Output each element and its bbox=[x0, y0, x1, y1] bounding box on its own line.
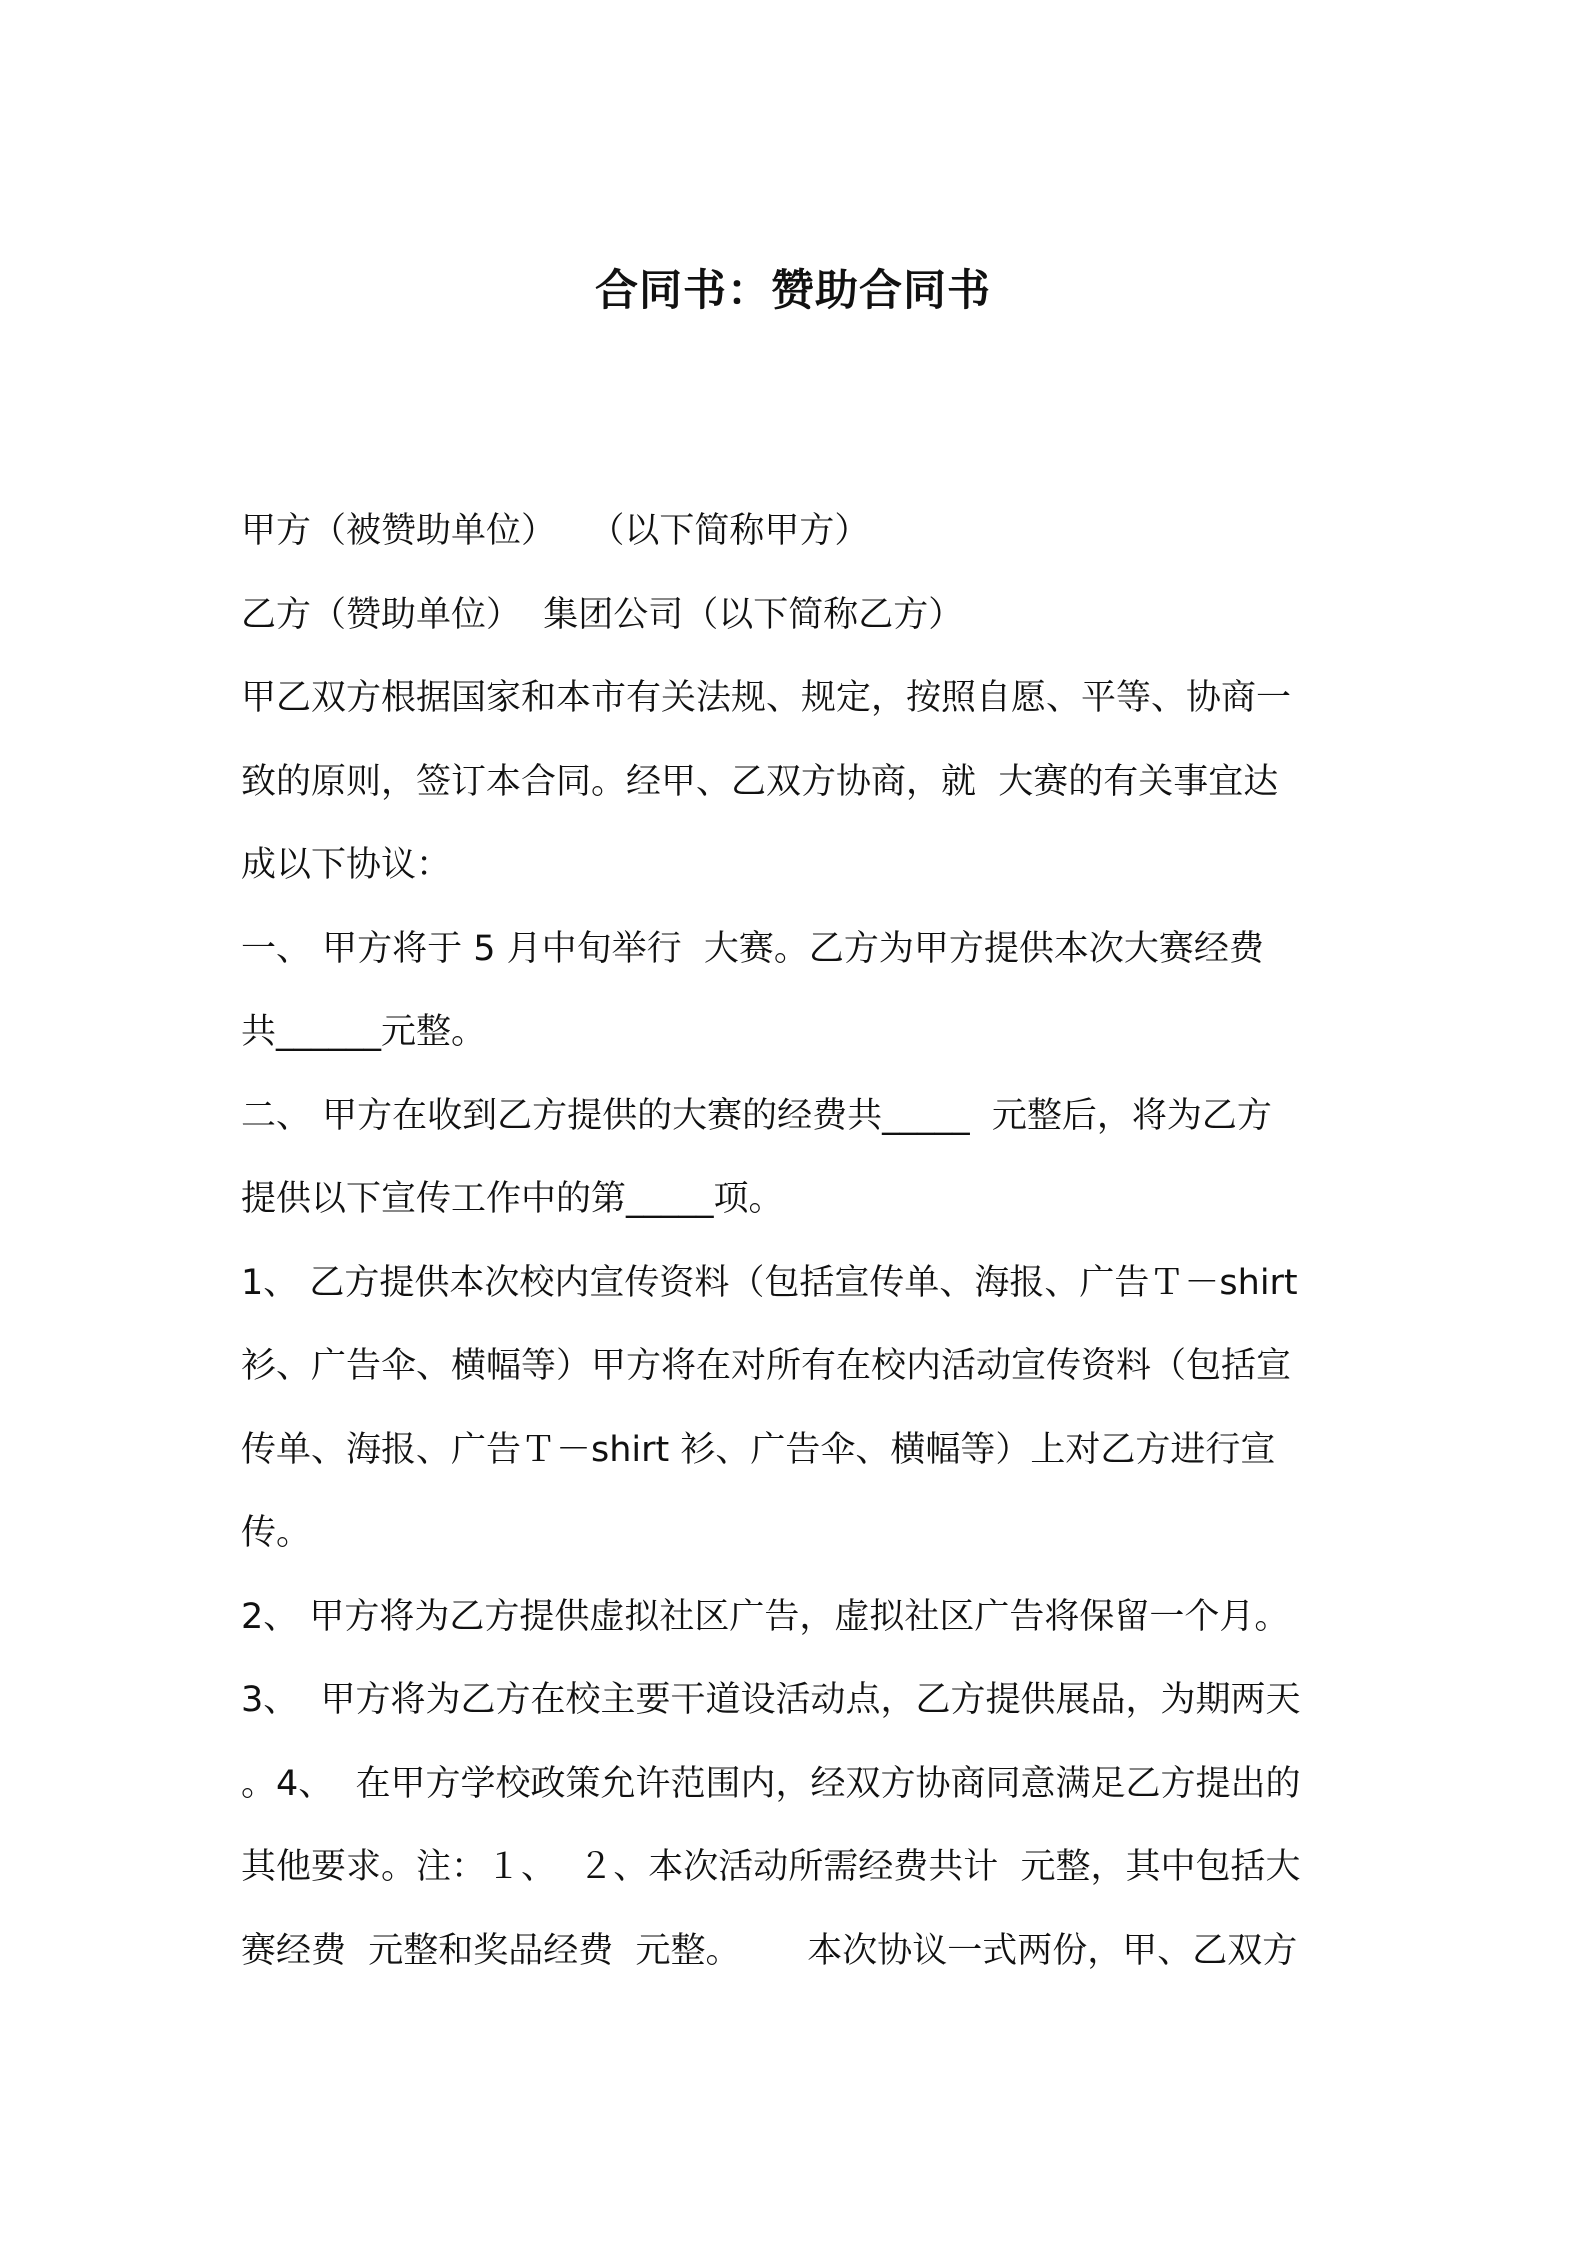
preamble-line: 甲乙双方根据国家和本市有关法规、规定，按照自愿、平等、协商一 bbox=[241, 678, 1292, 718]
item-one-line: 传单、海报、广告Ｔ－shirt 衫、广告伞、横幅等）上对乙方进行宣 bbox=[241, 1429, 1276, 1470]
document-body bbox=[241, 490, 1351, 1993]
note-line: 其他要求。注：１、 ２、本次活动所需经费共计 元整，其中包括大 bbox=[241, 1847, 1301, 1887]
preamble-line: 致的原则，签订本合同。经甲、乙双方协商，就 大赛的有关事宜达 bbox=[241, 761, 1279, 802]
item-one-line: 传。 bbox=[241, 1513, 312, 1553]
document-title: 合同书：赞助合同书 bbox=[595, 266, 991, 316]
clause-two-line: 提供以下宣传工作中的第_____项。 bbox=[241, 1179, 784, 1219]
item-two-line: 2、 甲方将为乙方提供虚拟社区广告，虚拟社区广告将保留一个月。 bbox=[241, 1596, 1290, 1637]
clause-one-line: 共______元整。 bbox=[241, 1012, 487, 1052]
item-three-line: 3、 甲方将为乙方在校主要干道设活动点，乙方提供展品，为期两天 bbox=[241, 1680, 1301, 1720]
party-b-line: 乙方（赞助单位） 集团公司（以下简称乙方） bbox=[241, 594, 964, 635]
item-four-line: 。4、 在甲方学校政策允许范围内，经双方协商同意满足乙方提出的 bbox=[241, 1763, 1301, 1804]
clause-one-line: 一、 甲方将于 5 月中旬举行 大赛。乙方为甲方提供本次大赛经费 bbox=[241, 928, 1264, 969]
clause-two-line: 二、 甲方在收到乙方提供的大赛的经费共_____ 元整后，将为乙方 bbox=[241, 1095, 1272, 1136]
note-line: 赛经费 元整和奖品经费 元整。 本次协议一式两份，甲、乙双方 bbox=[241, 1930, 1298, 1971]
item-one-line: 衫、广告伞、横幅等）甲方将在对所有在校内活动宣传资料（包括宣 bbox=[241, 1346, 1292, 1386]
preamble-line: 成以下协议： bbox=[241, 845, 452, 885]
item-one-line: 1、 乙方提供本次校内宣传资料（包括宣传单、海报、广告Ｔ－shirt bbox=[241, 1262, 1298, 1303]
party-a-line: 甲方（被赞助单位） （以下简称甲方） bbox=[241, 511, 870, 551]
